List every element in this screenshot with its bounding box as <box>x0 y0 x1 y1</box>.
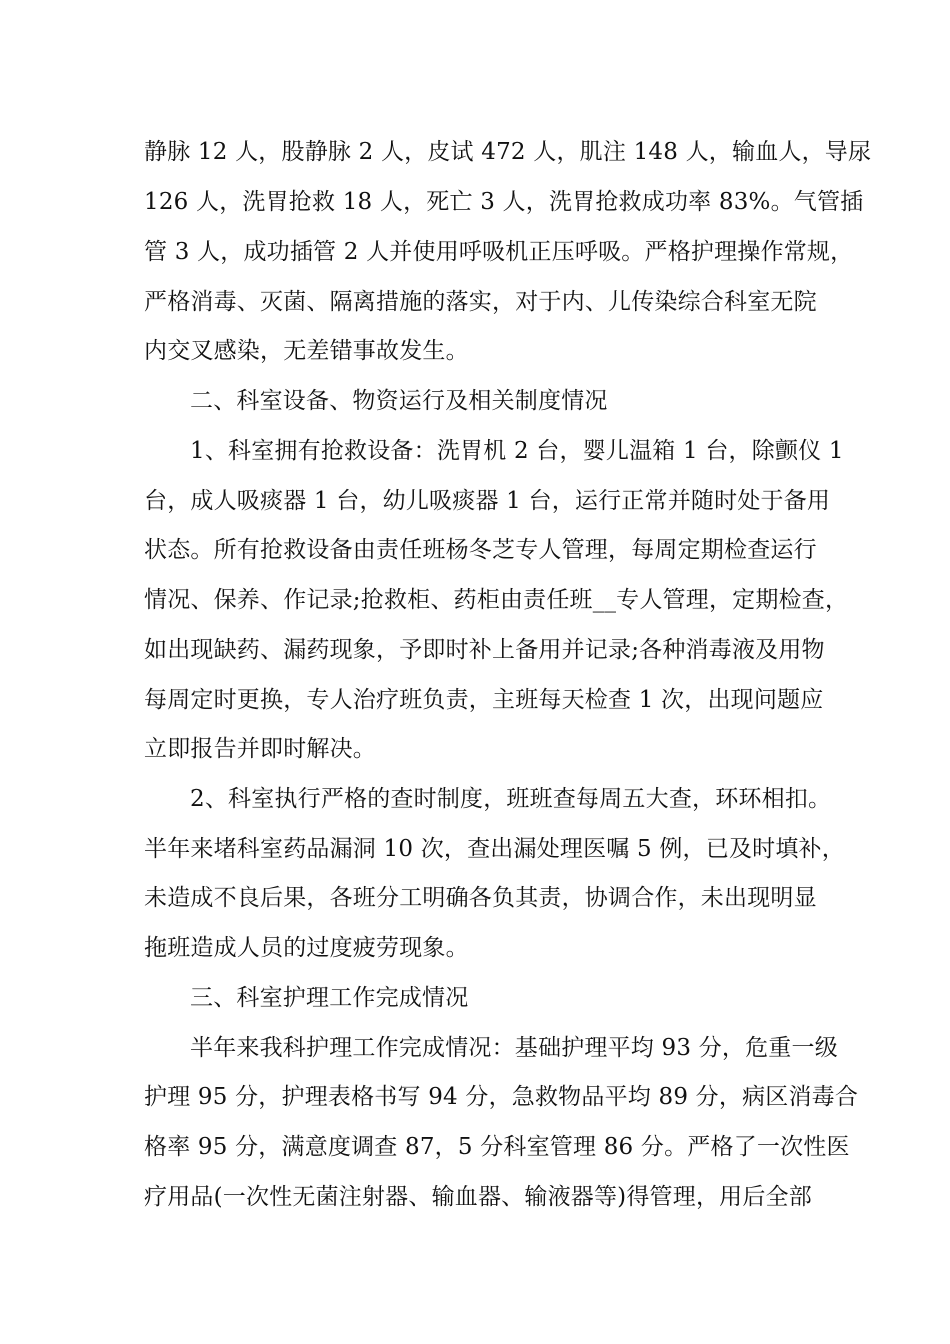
body-text-line: 状态。所有抢救设备由责任班杨冬芝专人管理，每周定期检查运行 <box>144 537 817 563</box>
body-text-line: 严格消毒、灭菌、隔离措施的落实，对于内、儿传染综合科室无院 <box>144 289 817 315</box>
body-text-line: 未造成不良后果，各班分工明确各负其责，协调合作，未出现明显 <box>144 885 817 911</box>
body-text-line: 如出现缺药、漏药现象，予即时补上备用并记录;各种消毒液及用物 <box>144 637 825 663</box>
body-text-line: 1、科室拥有抢救设备：洗胃机 2 台，婴儿温箱 1 台，除颤仪 1 <box>190 438 844 464</box>
body-text-line: 疗用品(一次性无菌注射器、输血器、输液器等)得管理，用后全部 <box>144 1184 812 1210</box>
body-text-line: 静脉 12 人，股静脉 2 人，皮试 472 人，肌注 148 人，输血人，导尿 <box>144 139 872 165</box>
body-text-line: 半年来堵科室药品漏洞 10 次，查出漏处理医嘱 5 例，已及时填补， <box>144 836 845 862</box>
body-text-line: 拖班造成人员的过度疲劳现象。 <box>144 935 469 961</box>
body-text-line: 内交叉感染，无差错事故发生。 <box>144 338 469 364</box>
section-heading: 二、科室设备、物资运行及相关制度情况 <box>190 388 608 414</box>
body-text-line: 情况、保养、作记录;抢救柜、药柜由责任班__专人管理，定期检查， <box>144 587 849 613</box>
body-text-line: 半年来我科护理工作完成情况：基础护理平均 93 分，危重一级 <box>190 1035 838 1061</box>
body-text-line: 每周定时更换，专人治疗班负责，主班每天检查 1 次，出现问题应 <box>144 687 824 713</box>
body-text-line: 立即报告并即时解决。 <box>144 736 376 762</box>
body-text-line: 格率 95 分，满意度调查 87，5 分科室管理 86 分。严格了一次性医 <box>144 1134 850 1160</box>
body-text-line: 126 人，洗胃抢救 18 人，死亡 3 人，洗胃抢救成功率 83%。气管插 <box>144 189 864 215</box>
body-text-line: 2、科室执行严格的查时制度，班班查每周五大查，环环相扣。 <box>190 786 832 812</box>
body-text-line: 管 3 人，成功插管 2 人并使用呼吸机正压呼吸。严格护理操作常规， <box>144 239 854 265</box>
section-heading: 三、科室护理工作完成情况 <box>190 985 469 1011</box>
body-text-line: 护理 95 分，护理表格书写 94 分，急救物品平均 89 分，病区消毒合 <box>144 1084 859 1110</box>
body-text-line: 台，成人吸痰器 1 台，幼儿吸痰器 1 台，运行正常并随时处于备用 <box>144 488 831 514</box>
